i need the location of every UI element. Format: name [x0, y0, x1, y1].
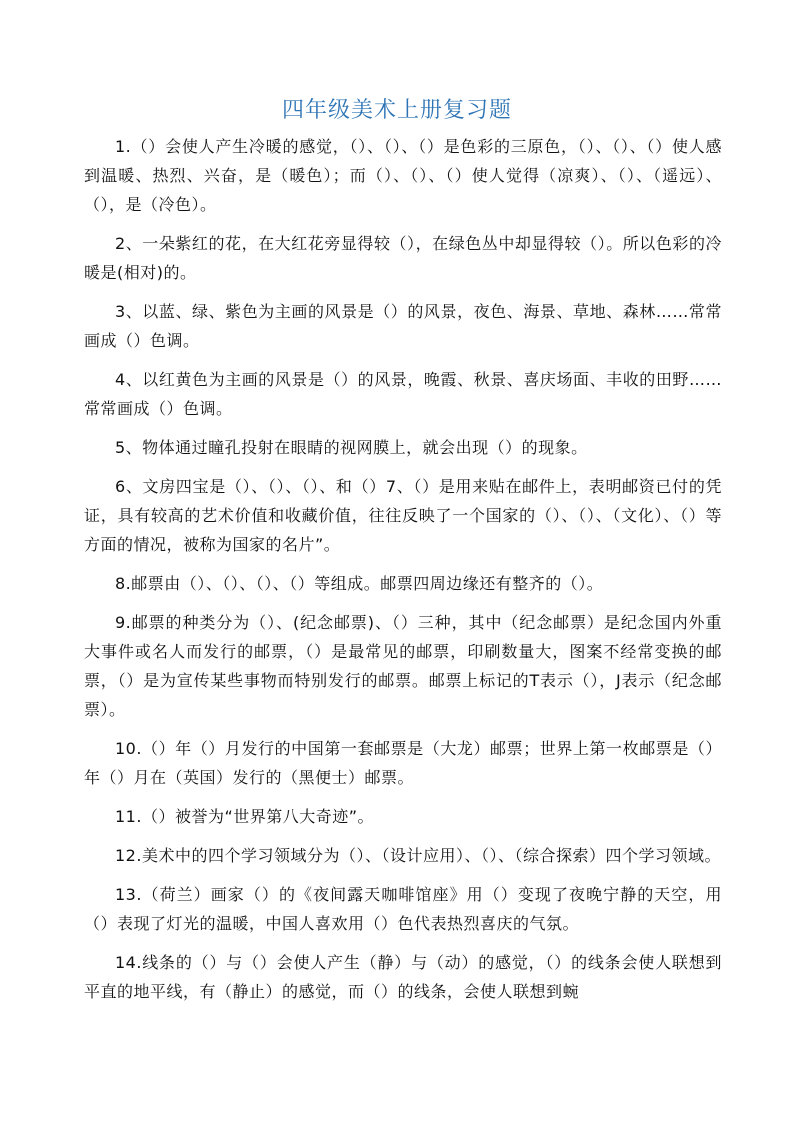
- question-list: [84, 132, 722, 1016]
- question-4: 4、以红黄色为主画的风景是（）的风景，晚霞、秋景、喜庆场面、丰收的田野……常常画成（）色调。: [84, 370, 722, 418]
- question-3: 3、以蓝、绿、紫色为主画的风景是（）的风景，夜色、海景、草地、森林……常常画成（）色调。: [84, 302, 722, 350]
- question-13: 13.（荷兰）画家（）的《夜间露天咖啡馆座》用（）变现了夜晚宁静的天空，用（）表现了灯光的温暖，中国人喜欢用（）色代表热烈喜庆的气氛。: [84, 885, 722, 933]
- question-2: 2、一朵紫红的花，在大红花旁显得较（），在绿色丛中却显得较（）。所以色彩的冷暖是(相对)的。: [84, 234, 722, 282]
- question-6-7: 6、文房四宝是（）、（）、（）、和（）7、（）是用来贴在邮件上，表明邮资已付的凭证，具有较高的艺术价值和收藏价值，往往反映了一个国家的（）、（）、（文化）、（）等方面的情况，被称为国家的名片”。: [84, 477, 722, 554]
- question-9: 9.邮票的种类分为（）、(纪念邮票)、（）三种，其中（纪念邮票）是纪念国内外重大事件或名人而发行的邮票，（）是最常见的邮票，印刷数量大，图案不经常变换的邮票，（）是为宣传某些事物而特别发行的邮票。邮票上标记的T表示（），J表示（纪念邮票）。: [84, 613, 722, 719]
- question-12: 12.美术中的四个学习领域分为（）、（设计应用）、（）、（综合探索）四个学习领域。: [115, 846, 721, 865]
- question-5: 5、物体通过瞳孔投射在眼睛的视网膜上，就会出现（）的现象。: [115, 438, 588, 457]
- page-title: 四年级美术上册复习题: [281, 98, 512, 123]
- question-14: 14.线条的（）与（）会使人产生（静）与（动）的感觉，（）的线条会使人联想到平直的地平线，有（静止）的感觉，而（）的线条，会使人联想到蜿: [84, 953, 722, 1001]
- question-8: 8.邮票由（）、（）、（）、（）等组成。邮票四周边缘还有整齐的（）。: [115, 574, 604, 593]
- question-1: 1.（）会使人产生冷暖的感觉，（）、（）、（）是色彩的三原色，（）、（）、（）使人感到温暖、热烈、兴奋，是（暖色）；而（）、（）、（）使人觉得（凉爽）、（）、（遥远）、（），是（冷色）。: [84, 137, 722, 214]
- question-11: 11.（）被誉为“世界第八大奇迹”。: [115, 807, 375, 826]
- question-10: 10.（）年（）月发行的中国第一套邮票是（大龙）邮票；世界上第一枚邮票是（）年（）月在（英国）发行的（黑便士）邮票。: [84, 739, 722, 787]
